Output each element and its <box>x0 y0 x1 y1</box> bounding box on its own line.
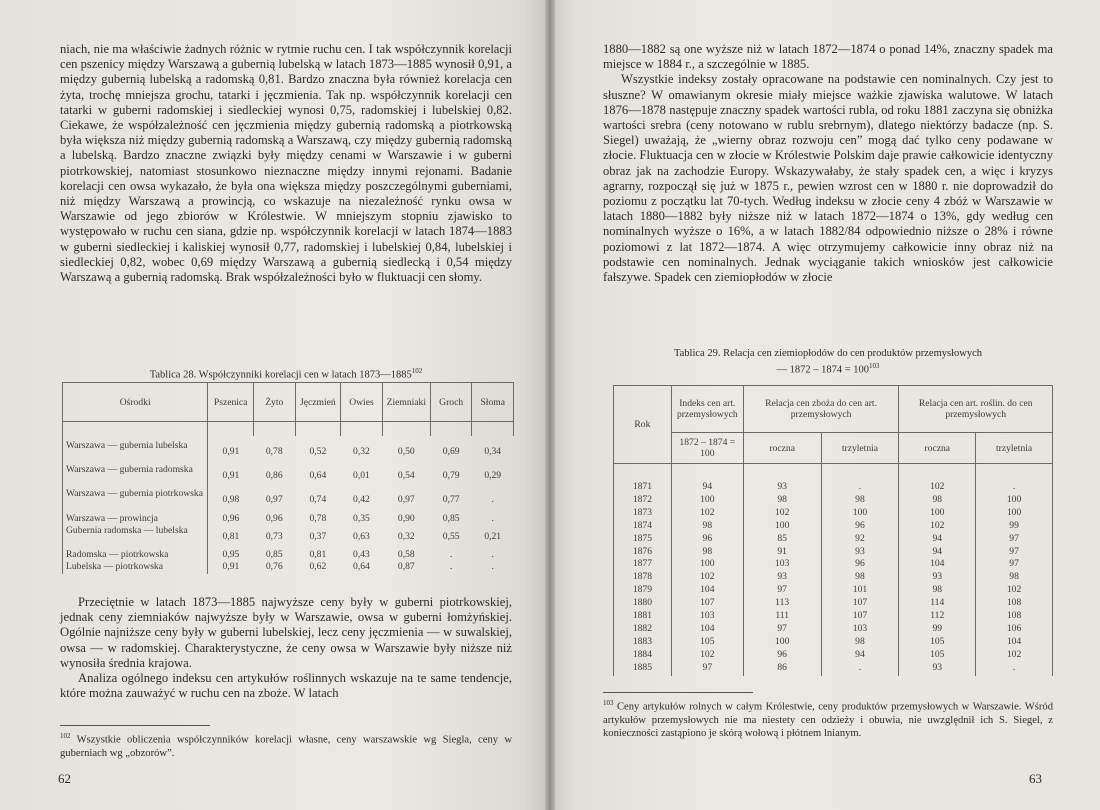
table-28-cell: 0,97 <box>265 494 283 506</box>
table-29-subheader-base: 1872 – 1874 = 100 <box>671 433 743 464</box>
table-29-cell: 102 <box>1006 648 1022 660</box>
table-29-cell: 1877 <box>632 558 652 570</box>
table-29-cell: 97 <box>777 584 787 596</box>
table-29-cell: 100 <box>774 635 790 647</box>
left-paragraph: Analiza ogólnego indeksu cen artykułów roślinnych wskazuje na te same tendencje, które można zauważyć w ruchu cen na zboże. W latach <box>60 671 512 701</box>
table-28-cell: 0,86 <box>265 470 283 482</box>
table-29-plant-annual <box>899 477 976 676</box>
table-29-cell: 98 <box>855 635 865 647</box>
table-28-cell: 0,01 <box>353 470 370 482</box>
table-29-cell: 92 <box>855 532 865 544</box>
table-29-cell: 1882 <box>632 622 652 634</box>
table-29-cell: 86 <box>777 661 787 673</box>
table-29-cell: 1884 <box>632 648 652 660</box>
footnote-text: Wszystkie obliczenia współczynników korelacji własne, ceny warszawskie wg Siegla, ceny w guberniach wg „obzorów”. <box>60 734 512 759</box>
table-29-cell: 105 <box>930 648 945 660</box>
table-28-cell: 0,42 <box>353 494 370 506</box>
table-29-data-row <box>614 477 1053 676</box>
table-29 <box>613 385 1053 676</box>
table-28-header: Groch <box>430 383 472 422</box>
right-page <box>555 0 1100 810</box>
table-28-cell: 0,91 <box>222 560 240 572</box>
table-28-column-values <box>382 436 430 574</box>
table-29-spacer-row <box>614 464 1053 478</box>
table-29-cell: 1881 <box>632 610 652 622</box>
table-29-cell: 98 <box>855 571 865 583</box>
table-28-cell: 0,79 <box>442 470 460 482</box>
table-28-header-row <box>63 383 514 422</box>
left-body-text-bottom <box>60 595 512 701</box>
right-paragraph: 1880—1882 są one wyższe niż w latach 1872—1874 o ponad 14%, znaczny spadek ma miejsce w 1884 r., a szczególnie w 1885. <box>603 42 1053 72</box>
table-28-cell: . <box>491 494 494 506</box>
table-28-cell: 0,91 <box>222 446 240 457</box>
table-28-cell: 0,74 <box>309 494 327 506</box>
left-footnote <box>60 730 512 760</box>
table-28-region-label: Gubernia radomska — lubelska <box>66 524 188 536</box>
table-28-data-row <box>63 436 514 574</box>
table-29-cell: 102 <box>1006 584 1022 596</box>
right-footnote <box>603 697 1053 740</box>
table-29-cell: 93 <box>932 661 943 673</box>
table-29-cell: 93 <box>777 571 787 583</box>
table-29-cell: 98 <box>777 493 787 505</box>
table-29-cell: 94 <box>932 545 943 557</box>
table-29-caption-base: — 1872 – 1874 = 100 <box>776 364 870 376</box>
table-29-cell: 100 <box>1006 493 1022 505</box>
table-29-cell: 102 <box>700 571 715 583</box>
table-28-cell: 0,81 <box>222 530 240 542</box>
table-29-cell: 108 <box>1006 597 1022 609</box>
table-29-header-index: Indeks cen art. przemysłowych <box>671 386 743 433</box>
table-29-cell: . <box>858 481 862 492</box>
table-29-cell: 102 <box>700 506 715 518</box>
table-28-caption-text: Tablica 28. Współczynniki korelacji cen w latach 1873—1885 <box>149 369 412 381</box>
table-28-cell: 0,87 <box>397 560 415 572</box>
table-29-cell: 103 <box>774 558 790 570</box>
table-29-cell: 105 <box>700 635 715 647</box>
table-28-header: Ośrodki <box>63 383 208 422</box>
table-29-cell: 1874 <box>632 519 652 531</box>
table-29-cell: 100 <box>1006 506 1022 518</box>
table-29-cell: 94 <box>855 648 865 660</box>
table-29-cell: 99 <box>932 622 943 634</box>
table-28-cell: 0,78 <box>265 446 283 457</box>
table-29-years <box>614 477 672 676</box>
table-29-cell: . <box>858 661 862 673</box>
table-28-header: Żyto <box>254 383 296 422</box>
table-29-cell: 1876 <box>632 545 652 557</box>
table-29-cell: 107 <box>700 597 715 609</box>
table-29-header-year: Rok <box>614 386 672 464</box>
table-28 <box>62 382 514 574</box>
table-28-cell: . <box>449 560 453 572</box>
table-28-cell: 0,32 <box>397 530 415 542</box>
table-29-cell: 96 <box>702 532 713 544</box>
table-28-column-values <box>295 436 341 574</box>
footnote-rule <box>60 725 210 726</box>
table-29-cell: 98 <box>855 493 865 505</box>
table-28-cell: 0,85 <box>442 512 460 524</box>
table-28-cell: 0,96 <box>265 512 283 524</box>
page-number-left: 62 <box>58 771 71 786</box>
table-28-caption-ref: 102 <box>411 367 423 375</box>
table-29-cell: 100 <box>700 558 715 570</box>
table-29-grain-triennial <box>821 477 899 676</box>
table-28-cell: 0,52 <box>309 446 327 457</box>
table-29-cell: 98 <box>932 493 943 505</box>
table-28-cell: 0,34 <box>484 446 502 457</box>
table-29-subheader-annual: roczna <box>743 433 821 464</box>
table-29-cell: 113 <box>775 597 790 609</box>
footnote-text: Ceny artykułów rolnych w całym Królestwie, ceny produktów przemysłowych w Warszawie. Wśród artykułów przemysłowych nie ma niestety cen odzieży i obuwia, nie uwzględnił ich S. Siegel, z konieczności zastąpiono je skórą wołową i płótnem lnianym. <box>603 701 1053 739</box>
table-29-cell: 100 <box>700 493 715 505</box>
table-29-cell: 93 <box>855 545 865 557</box>
table-29-subheader-annual: roczna <box>899 433 976 464</box>
table-28-cell: 0,62 <box>309 560 327 572</box>
table-29-cell: 104 <box>930 558 945 570</box>
table-28-column-values <box>430 436 472 574</box>
table-28-cell: 0,69 <box>442 446 460 457</box>
table-28-cell: 0,73 <box>265 530 283 542</box>
table-28-cell: 0,78 <box>309 512 327 524</box>
table-28-cell: . <box>491 560 494 572</box>
table-29-subheader-row <box>614 433 1053 464</box>
table-29-cell: 97 <box>1009 558 1019 570</box>
table-29-cell: 91 <box>777 545 787 557</box>
table-28-caption <box>60 367 512 381</box>
table-29-cell: 105 <box>930 635 945 647</box>
table-29-cell: 106 <box>1006 622 1022 634</box>
table-29-index-values <box>671 477 743 676</box>
table-28-regions <box>63 436 208 574</box>
table-28-header: Jęczmień <box>295 383 341 422</box>
table-29-cell: 107 <box>852 610 868 622</box>
table-29-cell: 104 <box>700 584 715 596</box>
table-29-cell: 103 <box>700 610 715 622</box>
table-29-cell: 98 <box>702 545 713 557</box>
table-29-cell: 114 <box>930 597 945 609</box>
table-29-plant-triennial <box>976 477 1053 676</box>
table-28-region-label: Warszawa — prowincja <box>66 512 158 524</box>
table-29-cell: 97 <box>1009 545 1019 557</box>
left-body-text <box>60 42 512 285</box>
table-28-cell: 0,43 <box>353 548 370 560</box>
table-29-header-plant: Relacja cen art. roślin. do cen przemysłowych <box>899 386 1053 433</box>
table-29-body <box>614 464 1053 676</box>
left-page <box>0 0 545 810</box>
table-28-cell: . <box>449 548 453 560</box>
table-29-cell: 94 <box>932 532 943 544</box>
table-29-cell: 97 <box>777 622 787 634</box>
right-paragraph: Wszystkie indeksy zostały opracowane na podstawie cen nominalnych. Czy jest to słuszne? W omawianym okresie miały miejsce ważkie zjawiska walutowe. W latach 1876—1878 następuje znaczny spadek wartości rubla, od roku 1881 zaczyna się obniżka wartości srebra (ceny notowano w rublu srebrnym), dlatego niektórzy badacze (np. S. Siegel) uważają, że „wierny obraz rozwoju cen” mogą dać tylko ceny podawane w złocie. Fluktuacja cen w złocie w Królestwie Polskim daje prawie całkowicie identyczny obraz jak na zachodzie Europy. Wskazywałaby, że stały spadek cen, a więc i kryzys agrarny, rozpoczął się już w 1875 r., pewien wzrost cen w 1880 r. nie doprowadził do poziomu z początku lat 70-tych. Według indeksu w złocie ceny 4 zbóż w Warszawie w latach 1880—1882 były niższe niż w latach 1872—1874 o 13%, gdy według cen nominalnych wyższe o 16%, a w latach 1882/84 odpowiednio niższe o 28% i równe poziomowi z lat 1872—1874. A więc otrzymujemy całkowicie inny obraz niż na podstawie cen nominalnych. Jednak wyciąganie takich wniosków jest całkowicie fałszywe. Spadek cen ziemiopłodów w złocie <box>603 72 1053 285</box>
table-28-column-values <box>341 436 383 574</box>
table-29-cell: 100 <box>852 506 868 518</box>
table-28-cell: 0,98 <box>222 494 240 506</box>
table-29-cell: 103 <box>852 622 868 634</box>
table-29-cell: 100 <box>930 506 945 518</box>
table-29-cell: 108 <box>1006 610 1022 622</box>
table-28-cell: 0,29 <box>484 470 502 482</box>
table-28-cell: . <box>491 548 494 560</box>
table-29-subheader-triennial: trzyletnia <box>821 433 899 464</box>
table-29-cell: 100 <box>774 519 790 531</box>
table-28-cell: 0,37 <box>309 530 327 542</box>
table-28-cell: 0,96 <box>222 512 240 524</box>
table-28-cell: 0,97 <box>397 494 415 506</box>
table-29-cell: 102 <box>930 481 945 492</box>
table-28-cell: 0,63 <box>353 530 370 542</box>
table-29-cell: 1872 <box>632 493 652 505</box>
table-28-cell: 0,76 <box>265 560 283 572</box>
table-29-cell: 1883 <box>632 635 652 647</box>
left-paragraph-top: niach, nie ma właściwie żadnych różnic w rytmie ruchu cen. I tak współczynnik korelacji cen pszenicy między Warszawą a gubernią lubelską w latach 1873—1885 wynosił 0,91, a między gubernią lubelską a radomską 0,81. Bardzo znaczna była również korelacja cen żyta, trochę mniejsza grochu, tatarki i jęczmienia. Tak np. współczynnik korelacji cen tatarki w guberni radomskiej i siedleckiej wynosi 0,75, radomskiej i lubelskiej 0,82. Ciekawe, że współzależność cen jęczmienia między gubernią radomską a piotrkowską była większa niż między gubernią radomską a Warszawą, czy między gubernią radomską a lubelską. Bardzo znaczne związki były między cenami w Warszawie i w guberni piotrkowskiej, natomiast stosunkowo nieznaczne między innymi rejonami. Badanie korelacji cen owsa wykazało, że była ona większa między poszczególnymi guberniami, niż między Warszawą a prowincją, co wskazuje na niezależność rynku owsa w Warszawie od jego zbiorów w Królestwie. W mniejszym stopniu zjawisko to występowało w ruchu cen siana, gdzie np. współczynnik korelacji w latach 1874—1883 w guberni siedleckiej i kaliskiej wynosił 0,77, radomskiej i lubelskiej 0,84, lubelskiej i siedleckiej 0,82, wobec 0,69 między Warszawą a gubernią siedlecką i 0,54 między Warszawą a gubernią radomską. Brak współzależności było w fluktuacji cen słomy. <box>60 42 512 285</box>
left-paragraph: Przeciętnie w latach 1873—1885 najwyższe ceny były w guberni piotrkowskiej, jednak ceny ziemniaków najwyższe były w Warszawie, owsa w guberni łomżyńskiej. Ogólnie najniższe ceny były w guberni lubelskiej, lecz ceny jęczmienia — w suwalskiej, owsa — w radomskiej. Charakterystyczne, że ceny owsa w Warszawie były niższe niż wynosiła średnia krajowa. <box>60 595 512 670</box>
table-29-cell: 102 <box>930 519 945 531</box>
table-28-region-label: Radomska — piotrkowska <box>66 548 169 560</box>
table-29-cell: 99 <box>1009 519 1019 531</box>
table-28-column-values <box>254 436 296 574</box>
table-28-header: Słoma <box>472 383 514 422</box>
table-29-cell: 1885 <box>632 661 652 673</box>
table-29-cell: 98 <box>1009 571 1019 583</box>
table-29-cell: 85 <box>777 532 787 544</box>
footnote-number: 102 <box>60 732 71 740</box>
table-28-cell: 0,95 <box>222 548 240 560</box>
table-29-cell: 96 <box>777 648 787 660</box>
table-29-cell: 111 <box>775 610 790 622</box>
table-29-cell: 1875 <box>632 532 652 544</box>
table-29-cell: 1871 <box>632 481 652 492</box>
table-29-caption-text: Tablica 29. Relacja cen ziemiopłodów do cen produktów przemysłowych <box>673 348 983 359</box>
table-29-grain-annual <box>743 477 821 676</box>
table-29-cell: 112 <box>930 610 945 622</box>
table-29-cell: 93 <box>932 571 943 583</box>
table-29-cell: 107 <box>852 597 868 609</box>
table-29-cell: 98 <box>702 519 713 531</box>
table-28-header: Owies <box>341 383 383 422</box>
table-29-cell: 96 <box>855 519 865 531</box>
table-29-cell: 96 <box>855 558 865 570</box>
table-28-cell: 0,21 <box>484 530 502 542</box>
table-28-cell: 0,85 <box>265 548 283 560</box>
table-29-cell: 1878 <box>632 571 652 583</box>
table-28-cell: . <box>491 512 494 524</box>
table-29-header-row <box>614 386 1053 433</box>
book-gutter <box>545 0 555 810</box>
footnote-number: 103 <box>603 699 614 707</box>
table-28-region-label: Lubelska — piotrkowska <box>66 560 163 572</box>
table-28-column-values <box>472 436 514 574</box>
table-29-cell: 97 <box>1009 532 1019 544</box>
table-28-cell: 0,64 <box>353 560 370 572</box>
table-28-cell: 0,90 <box>397 512 415 524</box>
table-29-subheader-triennial: trzyletnia <box>976 433 1053 464</box>
table-29-cell: 104 <box>700 622 715 634</box>
table-29-cell: 102 <box>774 506 790 518</box>
right-body-text <box>603 42 1053 285</box>
table-28-body <box>63 422 514 575</box>
table-29-cell: 98 <box>932 584 943 596</box>
table-28-spacer-row <box>63 422 514 437</box>
table-28-header: Ziemniaki <box>382 383 430 422</box>
table-29-cell: 1879 <box>632 584 652 596</box>
table-29-caption-ref: 103 <box>869 362 880 370</box>
table-29-cell: 1880 <box>632 597 652 609</box>
table-29-cell: 94 <box>702 481 713 492</box>
table-29-header-grain: Relacja cen zboża do cen art. przemysłowych <box>743 386 899 433</box>
table-28-cell: 0,91 <box>222 470 240 482</box>
table-29-cell: 104 <box>1006 635 1022 647</box>
table-29-cell: 102 <box>700 648 715 660</box>
table-28-region-label: Warszawa — gubernia lubelska <box>66 440 188 451</box>
table-29-cell: . <box>1012 481 1016 492</box>
table-29-cell: 1873 <box>632 506 652 518</box>
table-28-cell: 0,54 <box>397 470 415 482</box>
table-28-cell: 0,55 <box>442 530 460 542</box>
table-28-column-values <box>208 436 254 574</box>
footnote-rule <box>603 692 753 693</box>
table-28-cell: 0,35 <box>353 512 370 524</box>
table-28-region-label: Warszawa — gubernia piotrkowska <box>66 488 203 500</box>
table-29-cell: . <box>1012 661 1016 673</box>
table-28-region-label: Warszawa — gubernia radomska <box>66 464 193 476</box>
table-28-header: Pszenica <box>208 383 254 422</box>
table-28-cell: 0,64 <box>309 470 327 482</box>
table-29-caption <box>603 347 1053 377</box>
table-29-cell: 101 <box>852 584 868 596</box>
page-number-right: 63 <box>1029 771 1042 786</box>
table-29-cell: 97 <box>702 661 713 673</box>
table-29-cell: 93 <box>777 481 787 492</box>
table-28-cell: 0,50 <box>397 446 415 457</box>
table-28-cell: 0,32 <box>353 446 370 457</box>
table-28-cell: 0,81 <box>309 548 327 560</box>
table-28-cell: 0,58 <box>397 548 415 560</box>
table-28-cell: 0,77 <box>442 494 460 506</box>
